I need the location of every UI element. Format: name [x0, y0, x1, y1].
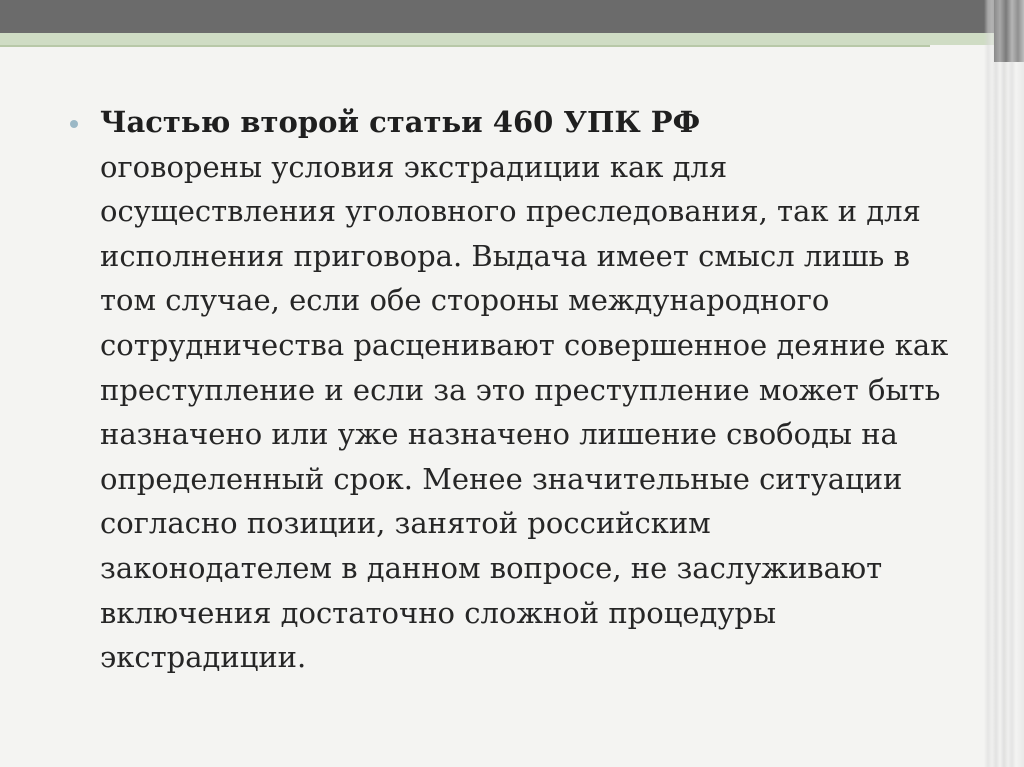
bullet-dot-icon [70, 120, 78, 128]
side-stripes-decoration [984, 0, 1024, 767]
header-divider [0, 45, 930, 47]
bullet-body-text: оговорены условия экстрадиции как для осуществления уголовного преследования, так и для исполнения приговора. Выдача имеет смысл лишь в том случае, если обе стороны международного сотрудничества расценивают совершенное деяние как преступление и если за это преступление может быть назначено или уже назначено лишение свободы на определенный срок. Менее значительные ситуации согласно позиции, занятой российским законодателем в данном вопросе, не заслуживают включения достаточно сложной процедуры экстрадиции. [100, 149, 949, 675]
bullet-paragraph [100, 100, 950, 680]
corner-stripes-decoration [994, 0, 1024, 62]
header-bar-light [0, 33, 1024, 45]
bullet-lead-text: Частью второй статьи 460 УПК РФ [100, 105, 701, 139]
header-bar-dark [0, 0, 1024, 33]
bullet-item [70, 100, 950, 680]
slide-content [70, 100, 950, 680]
